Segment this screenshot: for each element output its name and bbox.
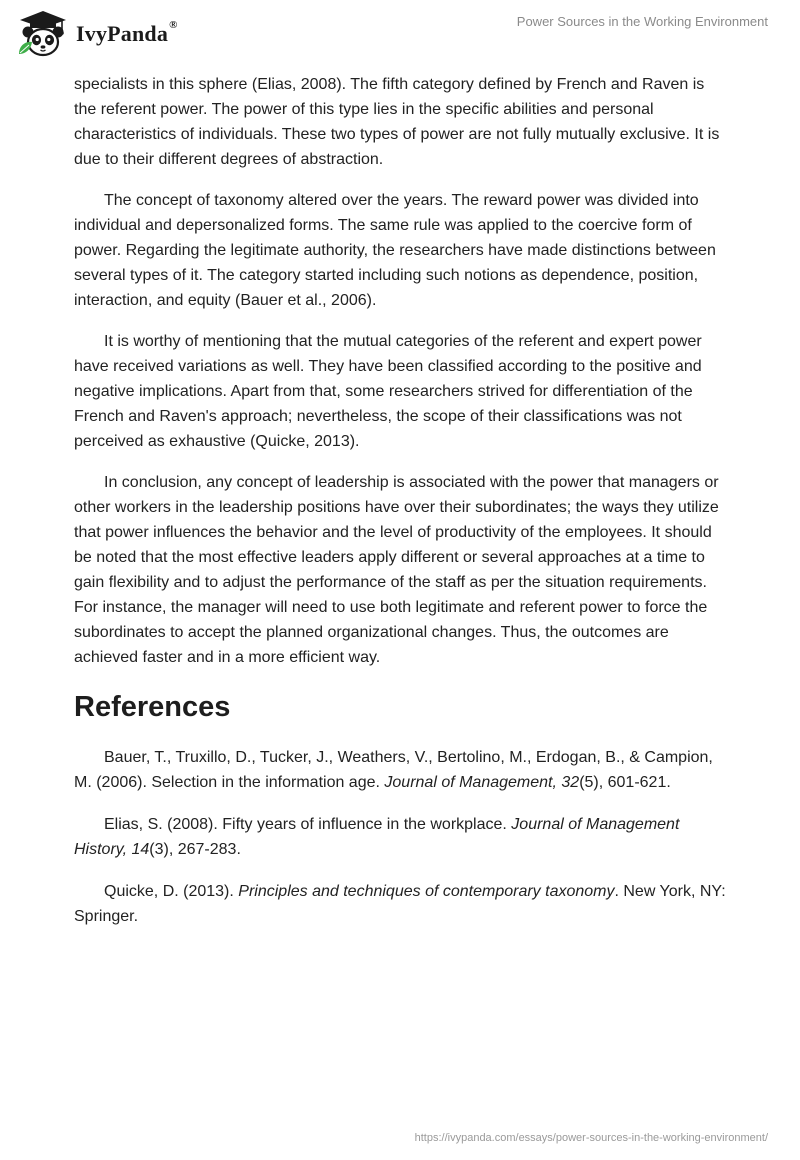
logo-text <box>76 21 178 47</box>
reference-bauer <box>74 745 728 795</box>
reference-bauer-journal: Journal of Management, 32 <box>384 774 580 791</box>
ivypanda-logo[interactable] <box>14 8 178 58</box>
logo-wordmark: IvyPanda <box>76 21 169 46</box>
reference-elias-text: Elias, S. (2008). Fifty years of influence in the workplace. <box>104 816 512 833</box>
footer-url[interactable]: https://ivypanda.com/essays/power-sources-in-the-working-environment/ <box>414 1132 768 1144</box>
document-title: Power Sources in the Working Environment <box>516 14 768 29</box>
essay-content <box>74 72 728 946</box>
reference-quicke-title: Principles and techniques of contemporary taxonomy <box>238 883 615 900</box>
reference-elias-journal: Journal of Management History, 14 <box>74 816 680 858</box>
paragraph-conclusion: In conclusion, any concept of leadership is associated with the power that managers or other workers in the leadership positions have over their subordinates; the ways they utilize that power influences the behavior and the level of productivity of the employees. It should be noted that the most effective leaders apply different or several approaches at a time to gain flexibility and to adjust the performance of the staff as per the situation requirements. For instance, the manager will need to use both legitimate and referent power to force the subordinates to accept the planned organizational changes. Thus, the outcomes are achieved faster and in a more efficient way. <box>74 474 719 666</box>
paragraph-variations: It is worthy of mentioning that the mutual categories of the referent and expert power have received variations as well. They have been classified according to the positive and negative implications. Apart from that, some researchers strived for differentiation of the French and Raven's approach; nevertheless, the scope of their classifications was not perceived as exhaustive (Quicke, 2013). <box>74 333 702 450</box>
reference-elias <box>74 812 728 862</box>
registered-mark: ® <box>169 19 178 31</box>
paragraph-continuation: specialists in this sphere (Elias, 2008). The fifth category defined by French and Raven is the referent power. The power of this type lies in the specific abilities and personal characteristics of individuals. These two types of power are not fully mutually exclusive. It is due to their different degrees of abstraction. <box>74 76 720 168</box>
panda-graduate-icon <box>14 8 72 58</box>
paragraph-taxonomy: The concept of taxonomy altered over the years. The reward power was divided into individual and depersonalized forms. The same rule was applied to the coercive form of power. Regarding the legitimate authority, the researchers have made distinctions between several types of it. The category started including such notions as dependence, position, interaction, and equity (Bauer et al., 2006). <box>74 192 716 309</box>
references-heading: References <box>74 691 231 723</box>
reference-quicke-text: Quicke, D. (2013). <box>104 883 239 900</box>
reference-bauer-text: Bauer, T., Truxillo, D., Tucker, J., Weathers, V., Bertolino, M., Erdogan, B., & Campion, M. (2006). Selection in the information age. <box>74 749 713 791</box>
reference-elias-pages: (3), 267-283. <box>149 841 241 858</box>
reference-quicke <box>74 879 728 929</box>
page-header <box>0 0 800 70</box>
reference-quicke-publisher: . New York, NY: Springer. <box>74 883 726 925</box>
reference-bauer-pages: (5), 601-621. <box>579 774 671 791</box>
